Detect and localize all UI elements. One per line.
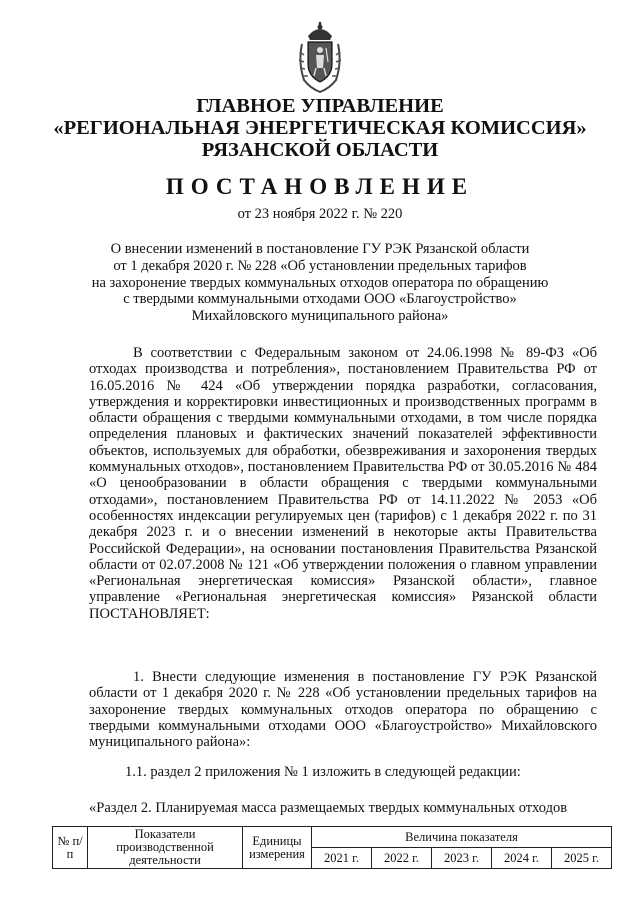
org-line-2: «РЕГИОНАЛЬНАЯ ЭНЕРГЕТИЧЕСКАЯ КОМИССИЯ» bbox=[53, 117, 587, 139]
section-title: «Раздел 2. Планируемая масса размещаемых твердых коммунальных отходов bbox=[89, 800, 568, 816]
table-header-year: 2025 г. bbox=[552, 848, 612, 869]
org-line-1: ГЛАВНОЕ УПРАВЛЕНИЕ bbox=[196, 95, 444, 117]
table-header-unit: Единицы измерения bbox=[243, 827, 312, 869]
subject-line: О внесении изменений в постановление ГУ РЭК Рязанской области bbox=[110, 241, 530, 257]
table-header-year: 2021 г. bbox=[312, 848, 372, 869]
table-header-year: 2023 г. bbox=[432, 848, 492, 869]
data-table bbox=[52, 826, 612, 869]
document-subject bbox=[70, 241, 570, 325]
table-header-indicator: Показатели производственной деятельности bbox=[88, 827, 243, 869]
item-1-paragraph bbox=[89, 669, 597, 750]
org-line-3: РЯЗАНСКОЙ ОБЛАСТИ bbox=[201, 139, 439, 161]
table-header-year: 2024 г. bbox=[492, 848, 552, 869]
table-header-value: Величина показателя bbox=[312, 827, 612, 848]
org-name bbox=[40, 95, 600, 161]
item-1-1: 1.1. раздел 2 приложения № 1 изложить в следующей редакции: bbox=[125, 764, 521, 780]
document-type: ПОСТАНОВЛЕНИЕ bbox=[165, 174, 475, 199]
table-header-year: 2022 г. bbox=[372, 848, 432, 869]
subject-line: Михайловского муниципального района» bbox=[191, 308, 449, 325]
coat-of-arms-icon bbox=[296, 22, 344, 94]
table-header-num: № п/п bbox=[53, 827, 88, 869]
preamble-text: В соответствии с Федеральным законом от 24.06.1998 № 89-ФЗ «Об отходах производства и потребления», постановлением Правительства РФ от 16.05.2016 № 424 «Об утверждении порядка разработки, согласования, утверждения и корректировки инвестиционных и производственных программ в области обращения с твердыми коммунальными отходами, в том числе порядка определения плановых и фактических значений показателей эффективности объектов, используемых для обработки, обезвреживания и захоронения твердых коммунальных отходов», постановлением Правительства РФ от 30.05.2016 № 484 «О ценообразовании в области обращения с твердыми коммунальными отходами», постановлением Правительства РФ от 14.11.2022 № 2053 «Об особенностях индексации регулируемых цен (тарифов) с 1 декабря 2022 г. по 31 декабря 2023 г. и о внесении изменений в некоторые акты Правительства Российской Федерации», на основании постановления Правительства Рязанской области от 02.07.2008 № 121 «Об утверждении положения о главном управлении «Региональная энергетическая комиссия» Рязанской области», главное управление «Региональная энергетическая комиссия» Рязанской области ПОСТАНОВЛЯЕТ: bbox=[89, 345, 597, 622]
subject-line: на захоронение твердых коммунальных отходов оператора по обращению bbox=[91, 274, 549, 291]
subject-line: от 1 декабря 2020 г. № 228 «Об установлении предельных тарифов bbox=[113, 257, 527, 274]
subject-line: с твердыми коммунальными отходами ООО «Благоустройство» bbox=[123, 291, 517, 308]
document-date: от 23 ноября 2022 г. № 220 bbox=[237, 206, 403, 222]
item-1-text: 1. Внести следующие изменения в постановление ГУ РЭК Рязанской области от 1 декабря 2020 г. № 228 «Об установлении предельных тарифов на захоронение твердых коммунальных отходов оператора по обращению с твердыми коммунальными отходами ООО «Благоустройство» Михайловского муниципального района»: bbox=[89, 669, 597, 751]
preamble-paragraph bbox=[89, 345, 597, 622]
